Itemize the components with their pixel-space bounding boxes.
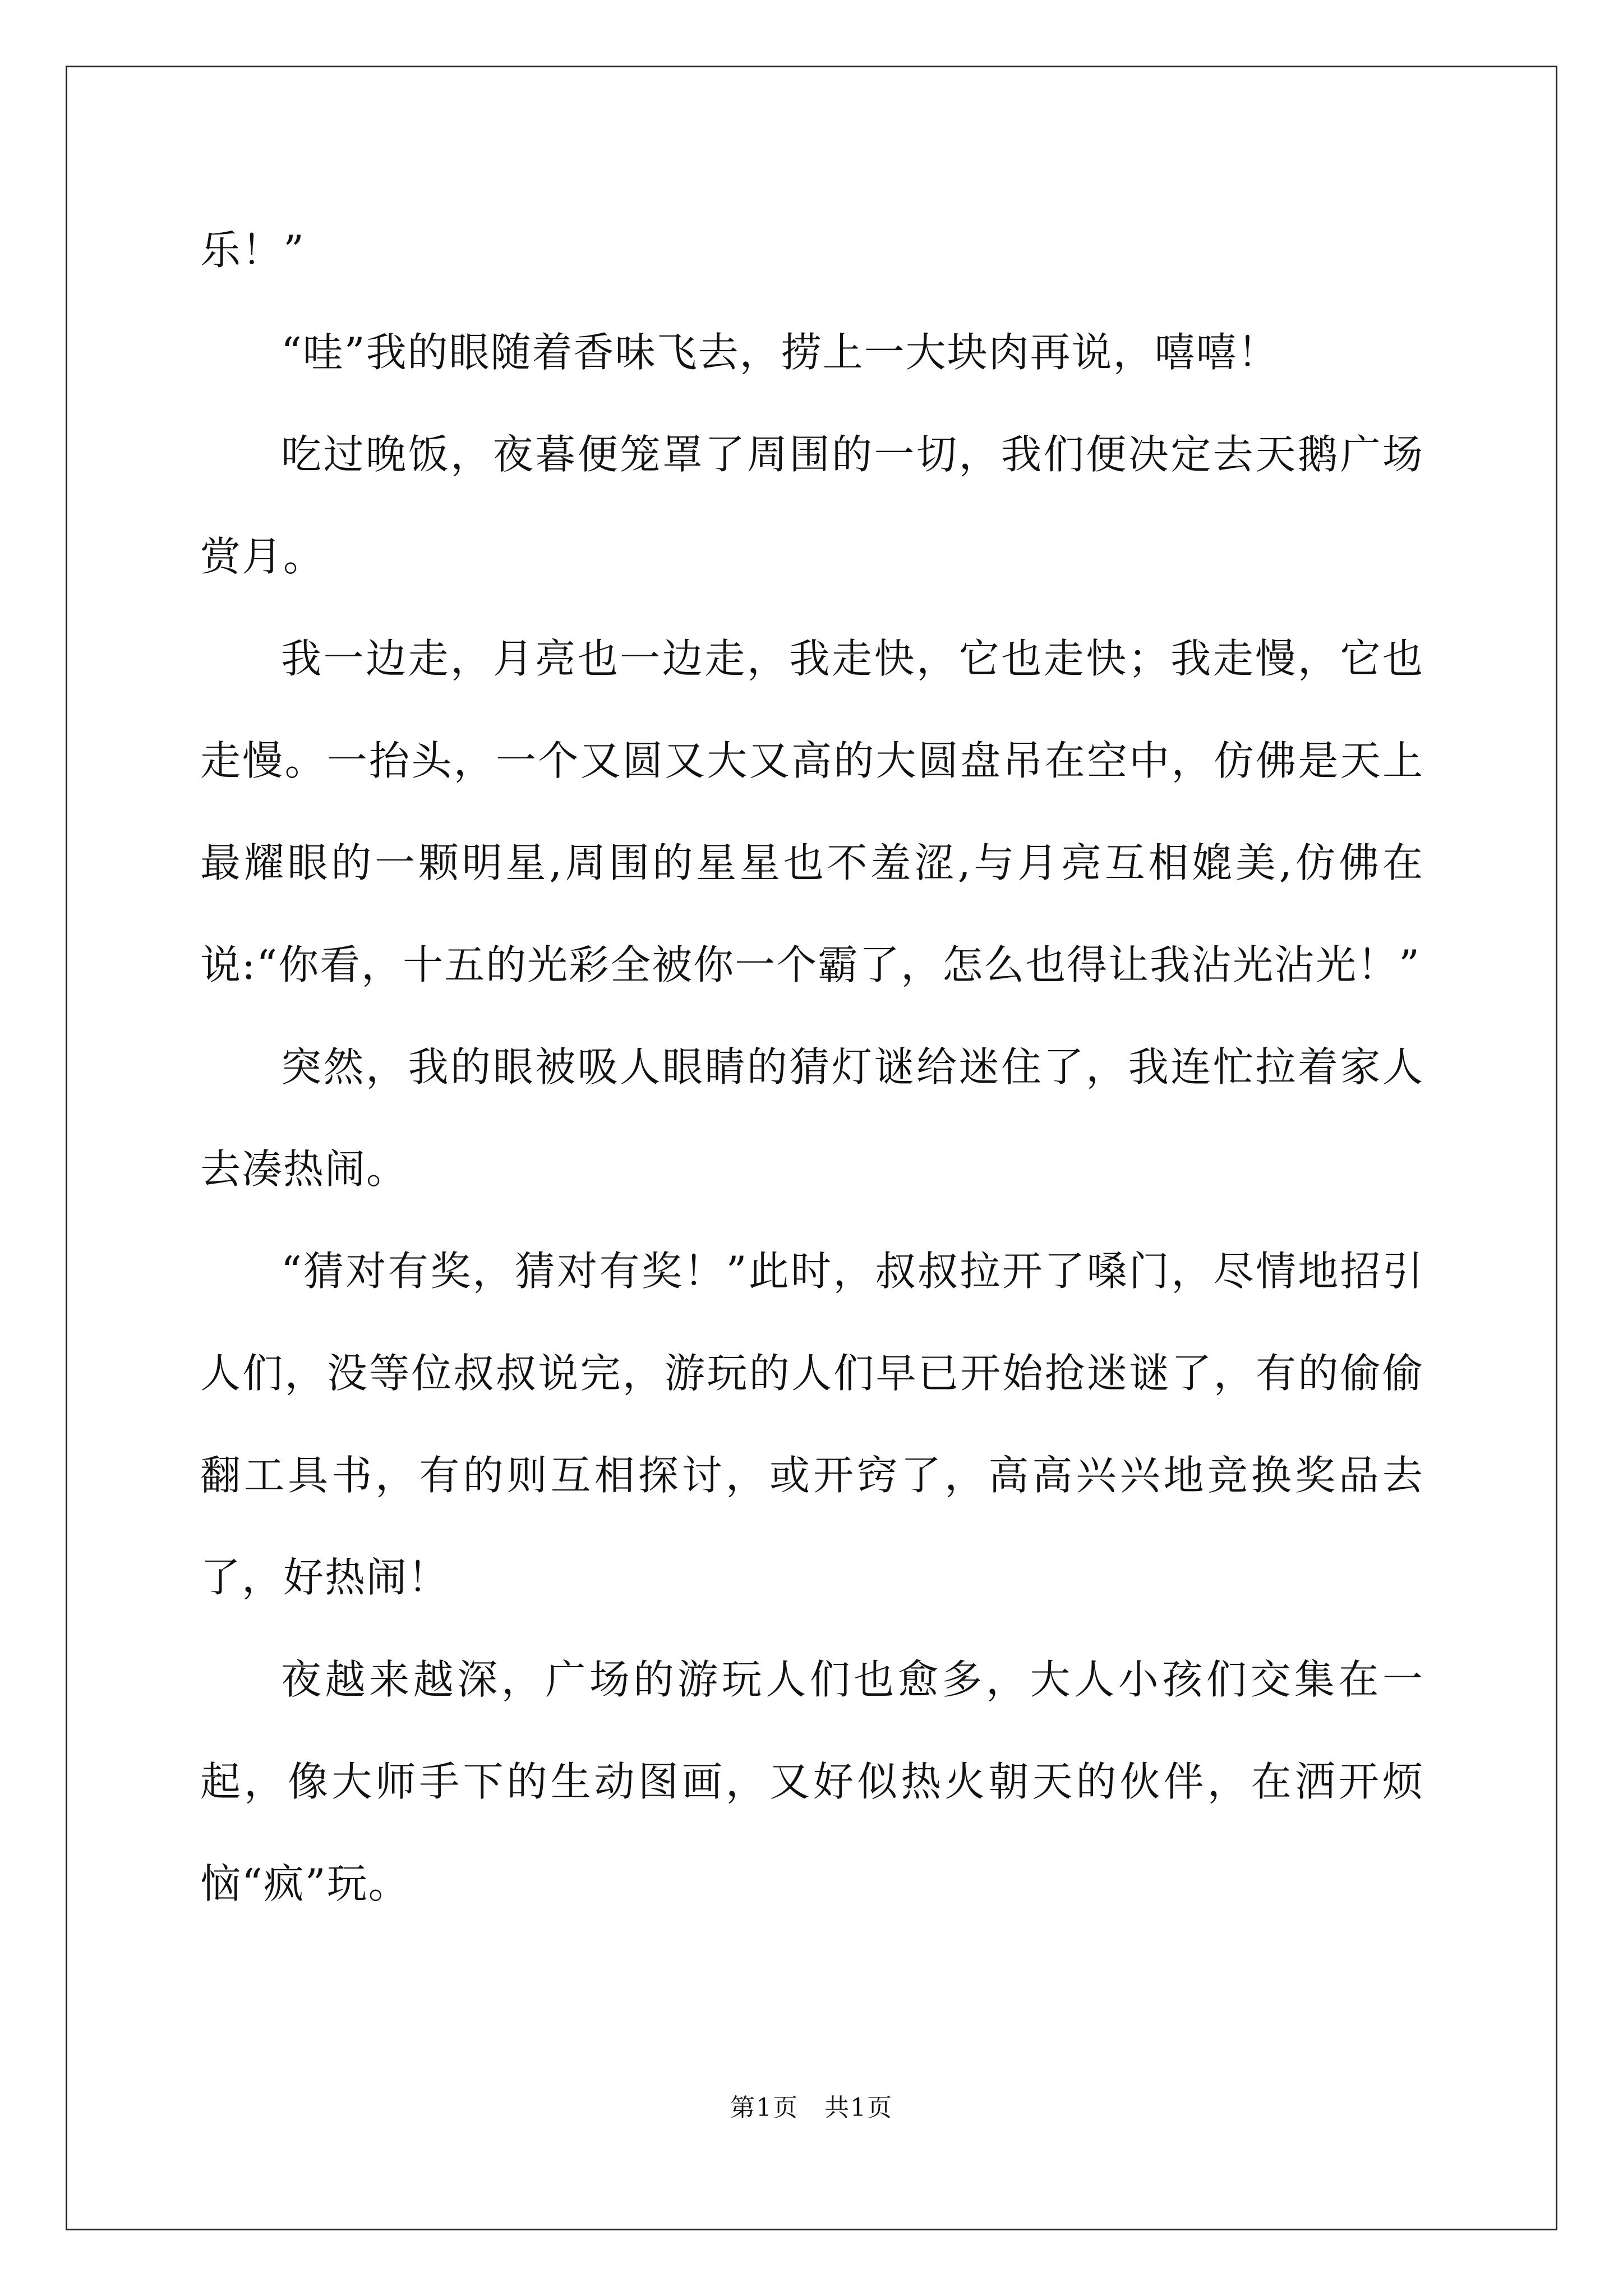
document-body: [200, 199, 1424, 1935]
page-number-footer: 第1页 共1页: [730, 2093, 893, 2122]
paragraph-6: “猜对有奖，猜对有奖！”此时，叔叔拉开了嗓门，尽情地招引人们，没等位叔叔说完，游玩的人们早已开始抢迷谜了，有的偷偷翻工具书，有的则互相探讨，或开窍了，高高兴兴地竞换奖品去了，好热闹！: [200, 1248, 1424, 1601]
paragraph-7: 夜越来越深，广场的游玩人们也愈多，大人小孩们交集在一起，像大师手下的生动图画，又好似热火朝天的伙伴，在洒开烦恼“疯”玩。: [200, 1656, 1424, 1907]
paragraph-4: 我一边走，月亮也一边走，我走快，它也走快；我走慢，它也走慢。一抬头，一个又圆又大又高的大圆盘吊在空中，仿佛是天上最耀眼的一颗明星,周围的星星也不羞涩,与月亮互相媲美,仿佛在说:“你看，十五的光彩全被你一个霸了，怎么也得让我沾光沾光！”: [200, 635, 1424, 988]
paragraph-5: 突然，我的眼被吸人眼睛的猜灯谜给迷住了，我连忙拉着家人去凑热闹。: [200, 1043, 1424, 1193]
paragraph-2: “哇”我的眼随着香味飞去，捞上一大块肉再说，嘻嘻！: [281, 329, 1279, 376]
paragraph-1: 乐！”: [200, 227, 305, 274]
paragraph-3: 吃过晚饭，夜暮便笼罩了周围的一切，我们便决定去天鹅广场赏月。: [200, 431, 1424, 580]
